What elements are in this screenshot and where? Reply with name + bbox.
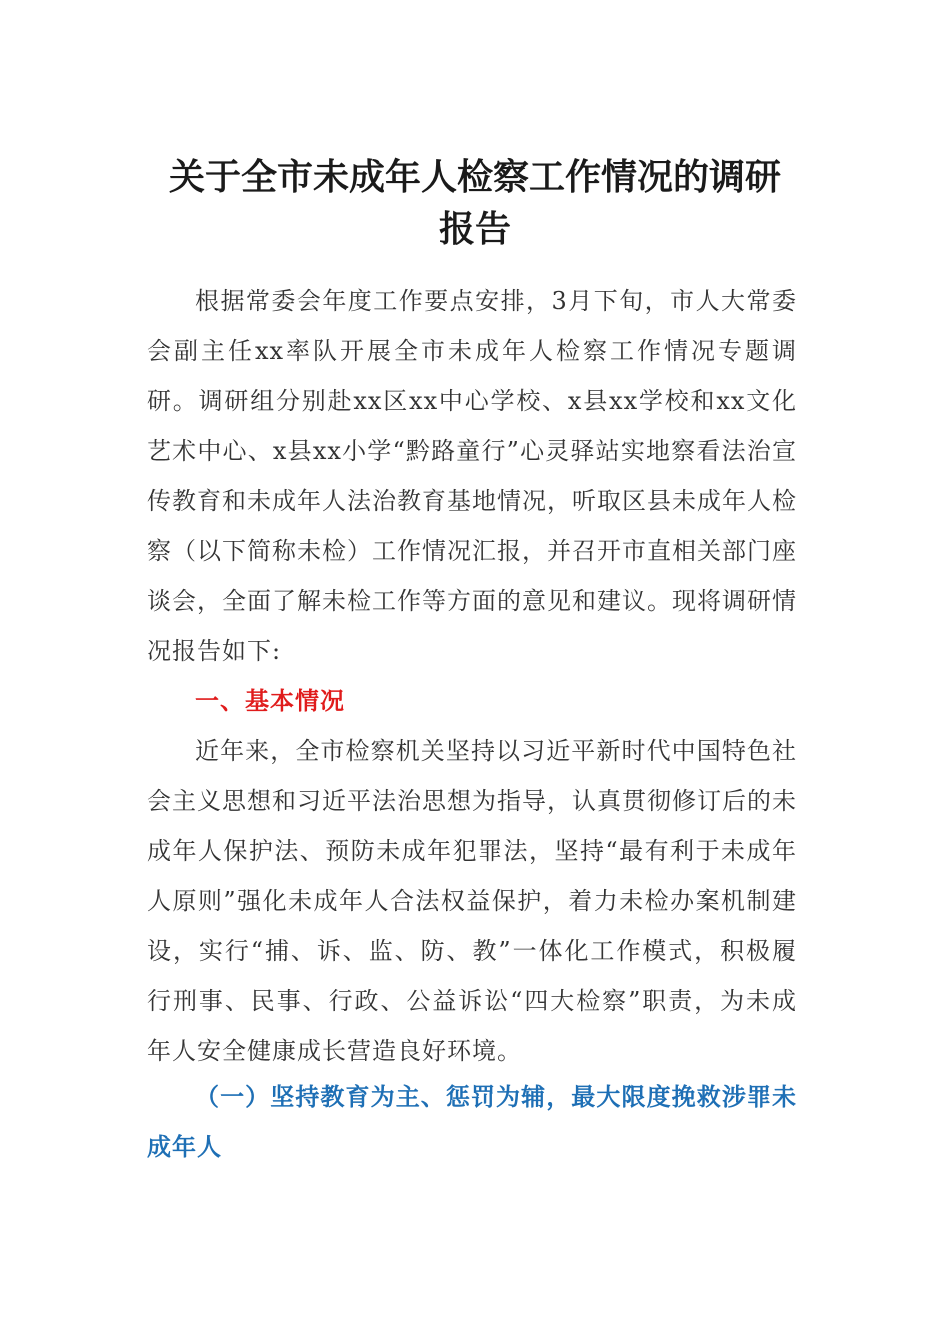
title-line-2: 报告 — [438, 209, 511, 250]
section-1-paragraph: 近年来，全市检察机关坚持以习近平新时代中国特色社会主义思想和习近平法治思想为指导，认真贯彻修订后的未成年人保护法、预防未成年犯罪法，坚持“最有利于未成年人原则”强化未成年人合法权益保护，着力未检办案机制建设，实行“捕、诉、监、防、教”一体化工作模式，积极履行刑事、民事、行政、公益诉讼“四大检察”职责，为未成年人安全健康成长营造良好环境。 — [147, 737, 797, 1065]
document-title — [120, 152, 830, 256]
subsection-heading-1: （一）坚持教育为主、惩罚为辅，最大限度挽救涉罪未成年人 — [147, 1082, 797, 1161]
title-line-1: 关于全市未成年人检察工作情况的调研 — [168, 157, 781, 198]
section-heading-basic-situation: 一、基本情况 — [195, 687, 345, 715]
intro-paragraph: 根据常委会年度工作要点安排，3月下旬，市人大常委会副主任xx率队开展全市未成年人检察工作情况专题调研。调研组分别赴xx区xx中心学校、x县xx学校和xx文化艺术中心、x县xx小学“黔路童行”心灵驿站实地察看法治宣传教育和未成年人法治教育基地情况，听取区县未成年人检察（以下简称未检）工作情况汇报，并召开市直相关部门座谈会，全面了解未检工作等方面的意见和建议。现将调研情况报告如下: — [147, 287, 797, 665]
